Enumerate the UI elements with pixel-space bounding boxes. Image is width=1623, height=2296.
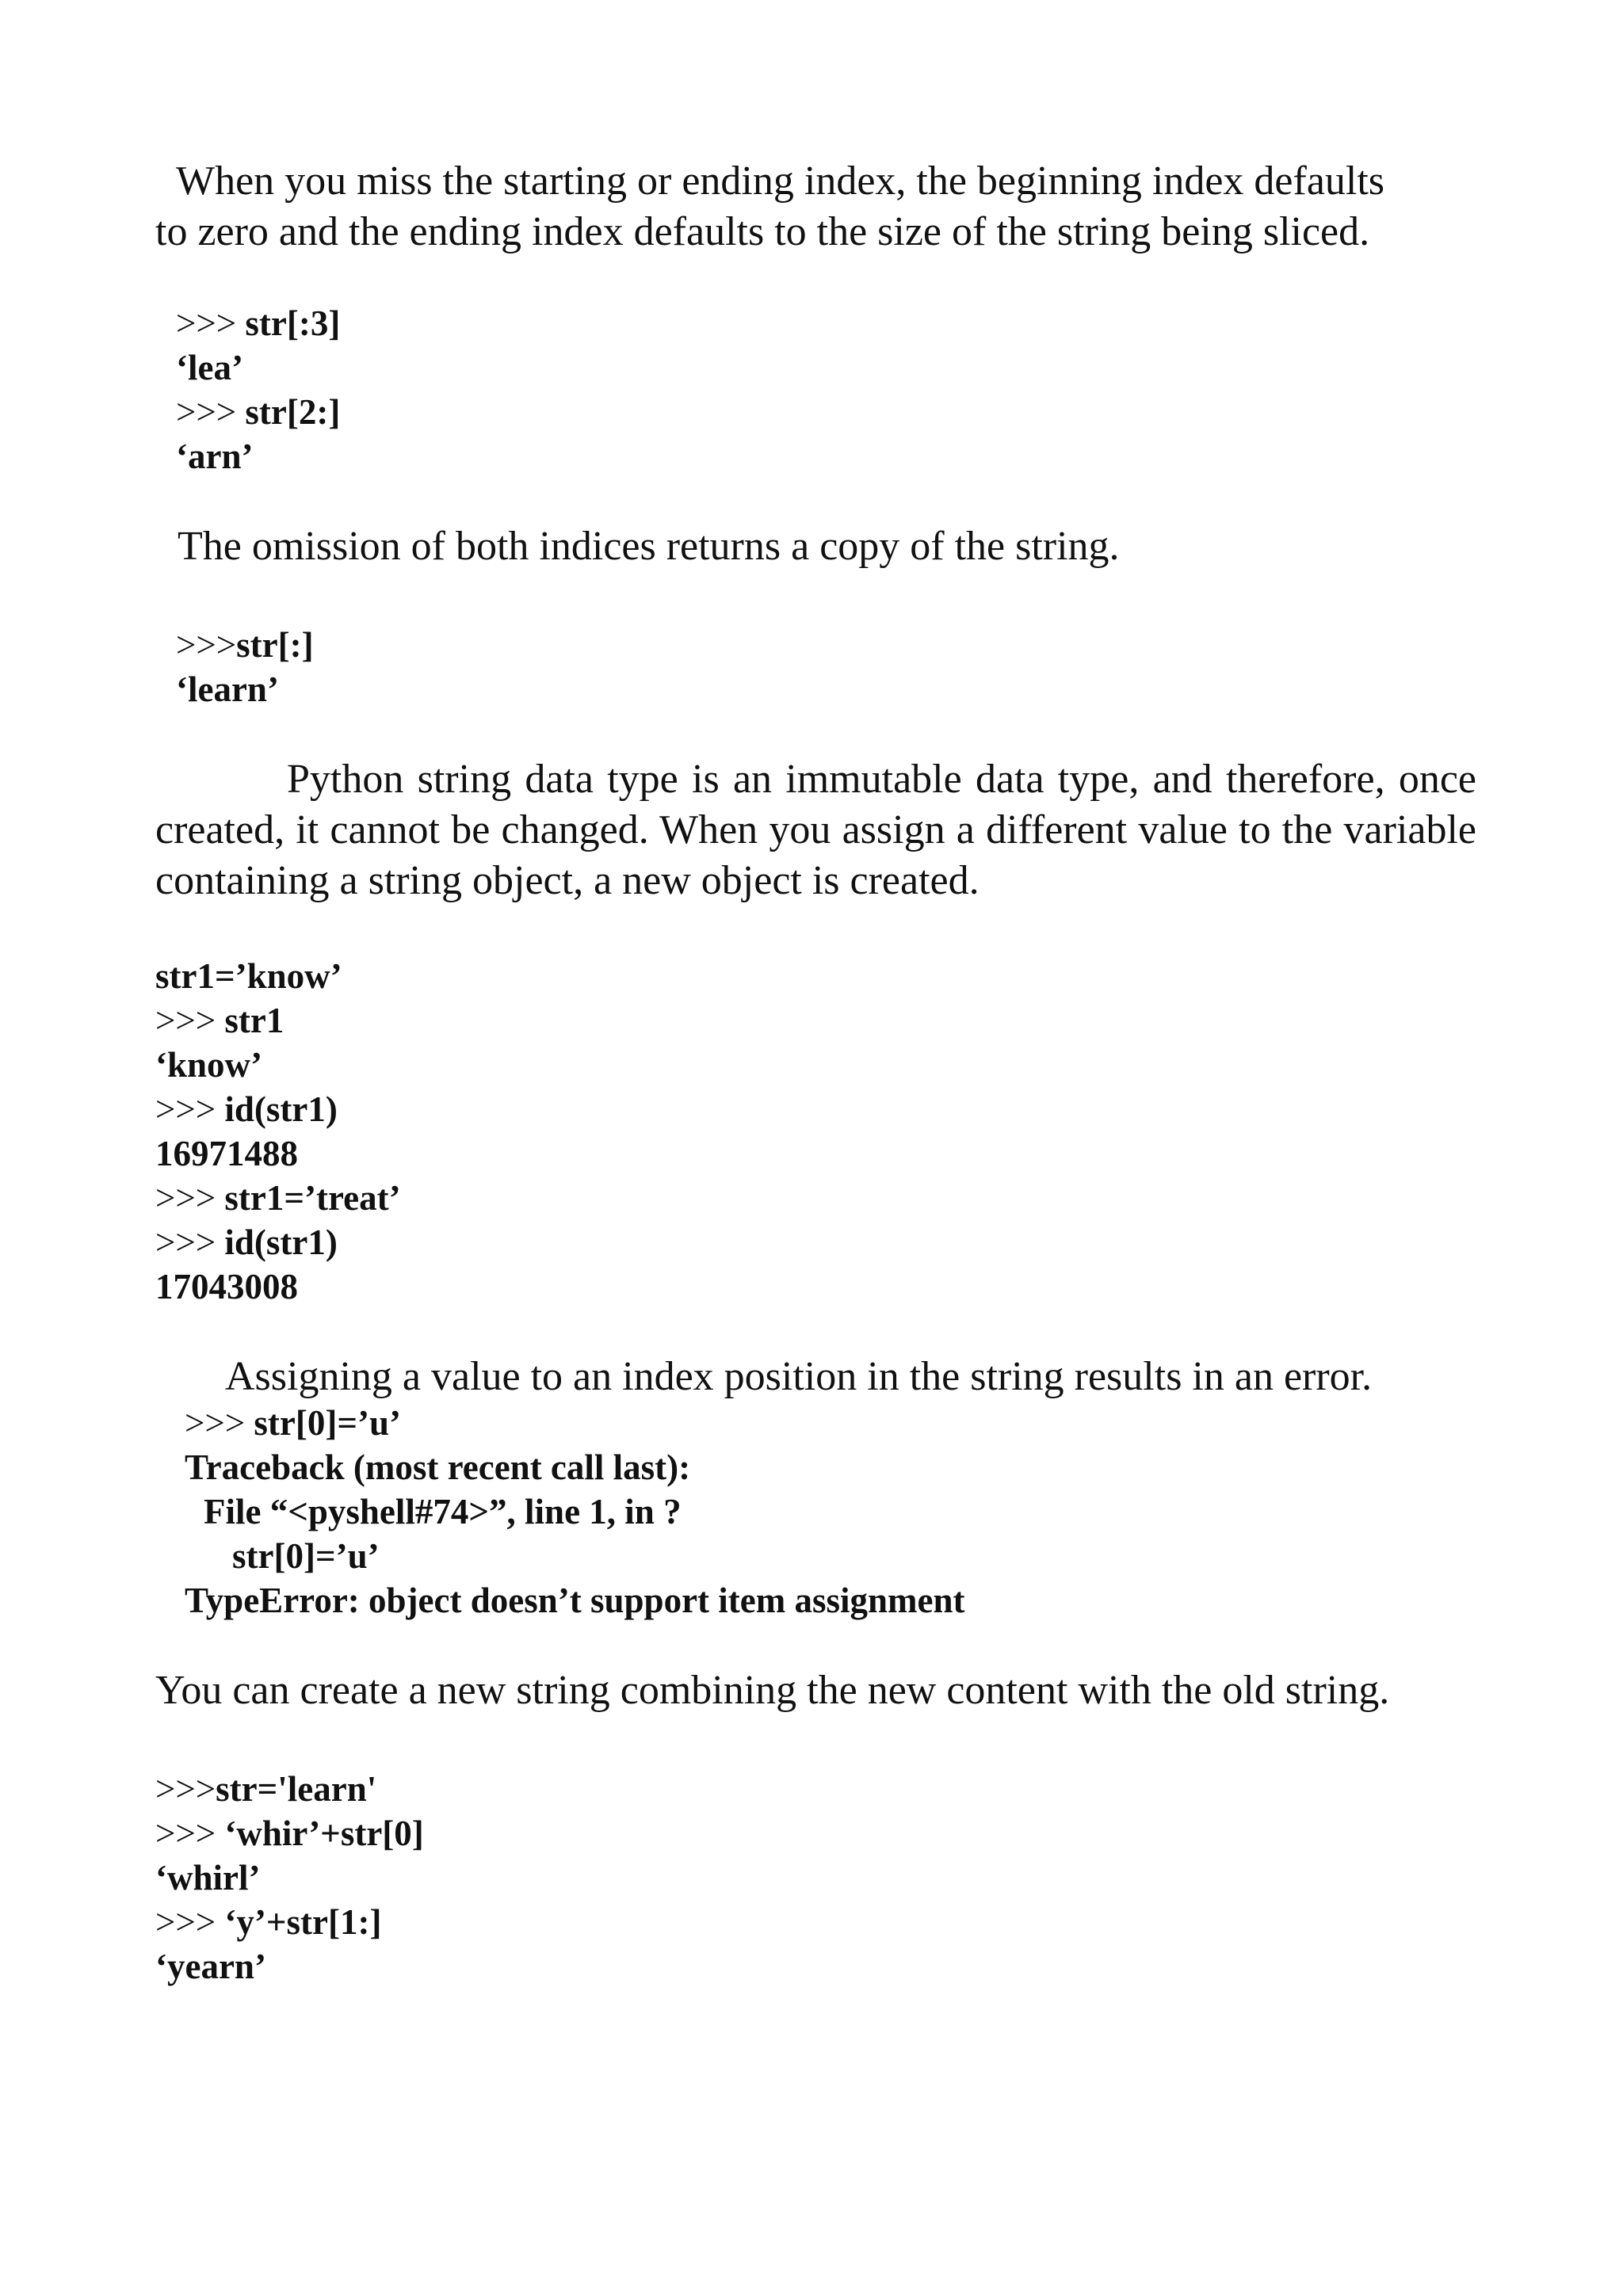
code-text: Traceback (most recent call last): (185, 1447, 691, 1487)
code-block-copy (176, 623, 314, 711)
code-line (176, 345, 340, 390)
text-line: The omission of both indices returns a copy of the string. (178, 524, 1120, 569)
code-text: str='learn' (216, 1769, 377, 1809)
code-prompt: >>> (185, 1403, 254, 1443)
code-line (155, 1264, 401, 1309)
code-line (176, 434, 340, 479)
code-line (155, 1767, 424, 1811)
code-text: str[2:] (245, 392, 341, 432)
text-line: When you miss the starting or ending index, the beginning index defaults (176, 158, 1385, 204)
code-text: str[:] (236, 625, 314, 665)
code-text: TypeError: object doesn’t support item assignment (185, 1581, 965, 1620)
code-text: 17043008 (155, 1267, 298, 1306)
code-line (155, 954, 401, 998)
code-text: ‘lea’ (176, 348, 243, 387)
code-prompt: >>> (155, 1769, 216, 1809)
code-text: str1=’know’ (155, 956, 342, 996)
code-line (176, 623, 314, 667)
code-line (185, 1578, 965, 1623)
code-line (185, 1445, 965, 1489)
code-text: File “<pyshell#74>”, line 1, in ? (204, 1492, 682, 1531)
text-line: You can create a new string combining the new content with the old string. (155, 1668, 1390, 1713)
code-prompt: >>> (155, 1222, 225, 1262)
paragraph-immutable (155, 754, 1476, 906)
paragraph-omission (155, 521, 1476, 572)
code-line (176, 667, 314, 711)
code-text: ‘whir’+str[0] (224, 1814, 424, 1853)
code-block-slicing (176, 301, 340, 479)
text-line: Assigning a value to an index position in the string results in an error. (225, 1354, 1373, 1399)
code-line (185, 1489, 965, 1534)
code-text: str[0]=’u’ (232, 1536, 380, 1576)
code-line (155, 1855, 424, 1900)
code-text: ‘whirl’ (155, 1858, 261, 1897)
code-prompt: >>> (155, 1178, 225, 1218)
code-line (185, 1534, 965, 1578)
code-line (155, 1811, 424, 1855)
paragraph-slicing-defaults (155, 156, 1476, 257)
code-text: id(str1) (224, 1089, 338, 1129)
code-line (155, 1944, 424, 1989)
code-line (176, 390, 340, 434)
code-line (155, 1220, 401, 1264)
code-prompt: >>> (176, 625, 237, 665)
code-prompt: >>> (176, 392, 246, 432)
paragraph-concatenation (155, 1665, 1476, 1716)
code-block-id (155, 954, 401, 1309)
code-line (185, 1401, 965, 1445)
code-line (155, 1176, 401, 1220)
code-text: ‘arn’ (176, 437, 254, 476)
text-block: Python string data type is an immutable data type, and therefore, once created, it cannot be changed. When you assign a different value to the variable containing a string object, a new object is created. (155, 757, 1476, 903)
code-text: str[:3] (245, 303, 341, 343)
code-prompt: >>> (176, 303, 246, 343)
code-text: ‘learn’ (176, 669, 279, 709)
code-block-traceback (185, 1401, 965, 1623)
code-prompt: >>> (155, 1902, 225, 1942)
code-text: id(str1) (224, 1222, 338, 1262)
text-line: to zero and the ending index defaults to the size of the string being sliced. (155, 209, 1370, 254)
code-text: ‘yearn’ (155, 1947, 266, 1986)
code-text: ‘know’ (155, 1045, 263, 1085)
code-prompt: >>> (155, 1089, 225, 1129)
code-prompt: >>> (155, 1001, 225, 1040)
paragraph-index-assignment (155, 1352, 1476, 1402)
code-prompt: >>> (155, 1814, 225, 1853)
code-text: str1=’treat’ (224, 1178, 401, 1218)
code-line (155, 1131, 401, 1176)
code-text: str[0]=’u’ (254, 1403, 401, 1443)
code-text: str1 (224, 1001, 285, 1040)
code-line (155, 998, 401, 1043)
code-line (155, 1087, 401, 1131)
code-text: 16971488 (155, 1134, 298, 1173)
code-line (155, 1043, 401, 1087)
code-line (155, 1900, 424, 1944)
code-text: ‘y’+str[1:] (224, 1902, 382, 1942)
code-block-concatenation (155, 1767, 424, 1989)
code-line (176, 301, 340, 345)
